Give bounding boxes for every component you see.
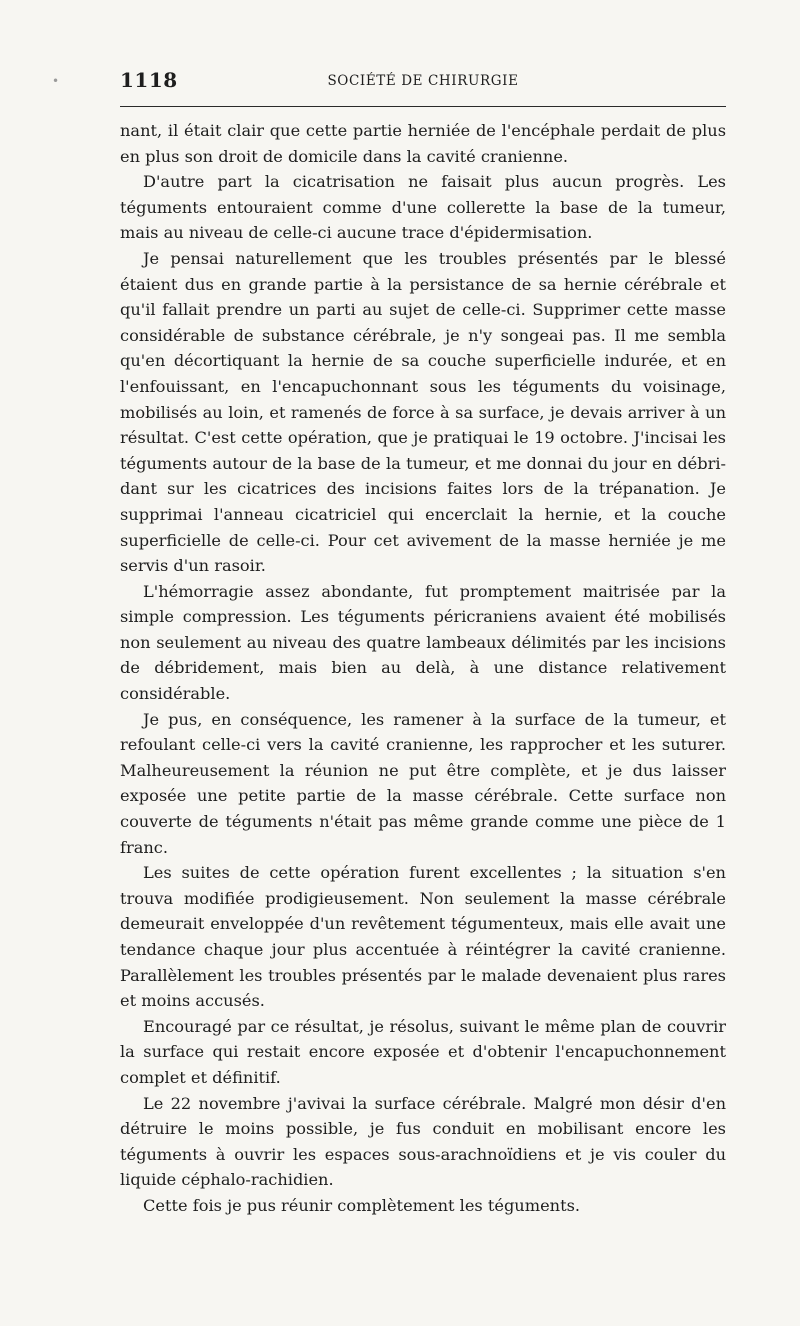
paragraph-7: Encouragé par ce résultat, je résolus, suivant le même plan de couvrir la surface qui restait encore exposée et d'obtenir l'encapuchonnement complet et définitif. [120,1016,726,1087]
print-speck: • [52,74,60,88]
running-head: SOCIÉTÉ DE CHIRURGIE [327,73,519,89]
body-text [120,118,726,1219]
paragraph-3: Je pensai naturellement que les troubles présentés par le blessé étaient dus en grande partie à la persistance de sa hernie cérébrale et qu'il fallait prendre un parti au sujet de celle-ci. Supprimer cette masse considérable de substance cérébrale, je n'y songeai pas. Il me sembla qu'en décortiquant la hernie de sa couche superficielle indurée, et en l'enfouissant, en l'encapuchonnant sous les téguments du voisinage, mobilisés au loin, et ramenés de force à sa surface, je devais arriver à un résultat. C'est cette opération, que je pratiquai le 19 octobre. J'incisai les téguments autour de la base de la tumeur, et me donnai du jour en débridant sur les cicatrices des incisions faites lors de la trépanation. Je supprimai l'anneau cicatriciel qui encerclait la hernie, et la couche superficielle de celle-ci. Pour cet avivement de la masse herniée je me servis d'un rasoir. [120,248,726,576]
paragraph-4: L'hémorragie assez abondante, fut promptement maitrisée par la simple compression. Les téguments péricraniens avaient été mobilisés non seulement au niveau des quatre lambeaux délimités par les incisions de débridement, mais bien au delà, à une distance relativement considérable. [120,581,726,704]
header-rule [120,106,726,107]
paragraph-9: Cette fois je pus réunir complètement les téguments. [143,1195,581,1215]
page-number: 1118 [120,68,178,92]
paragraph-8: Le 22 novembre j'avivai la surface cérébrale. Malgré mon désir d'en détruire le moins possible, je fus conduit en mobilisant encore les téguments à ouvrir les espaces sous-arachnoïdiens et je vis couler du liquide céphalo-rachidien. [120,1093,726,1190]
paragraph-6: Les suites de cette opération furent excellentes ; la situation s'en trouva modifiée prodigieusement. Non seulement la masse cérébrale demeurait enveloppée d'un revêtement tégumenteux, mais elle avait une tendance chaque jour plus accentuée à réintégrer la cavité cranienne. Parallèlement les troubles présentés par le malade devenaient plus rares et moins accusés. [120,863,726,1011]
paragraph-5: Je pus, en conséquence, les ramener à la surface de la tumeur, et refoulant celle-ci vers la cavité cranienne, les rapprocher et les suturer. Malheureusement la réunion ne put être complète, et je dus laisser exposée une petite partie de la masse cérébrale. Cette surface non couverte de téguments n'était pas même grande comme une pièce de 1 franc. [120,709,726,857]
paragraph-2: D'autre part la cicatrisation ne faisait plus aucun progrès. Les téguments entouraient comme d'une collerette la base de la tumeur, mais au niveau de celle-ci aucune trace d'épidermisation. [120,172,726,243]
paragraph-1: nant, il était clair que cette partie herniée de l'encéphale perdait de plus en plus son droit de domicile dans la cavité cranienne. [120,121,726,166]
page-header [120,68,726,98]
